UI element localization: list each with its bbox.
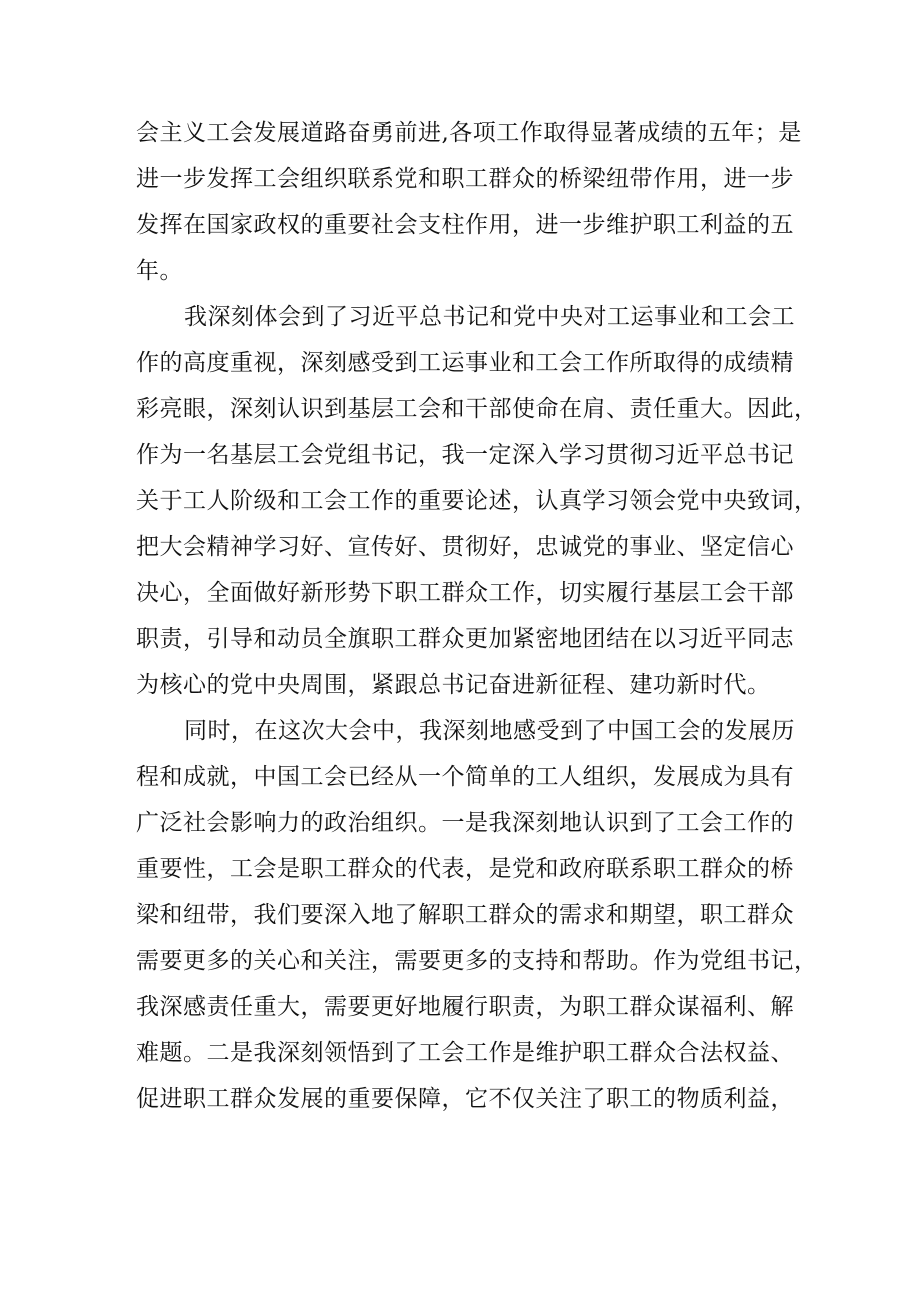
text-line: 我深感责任重大，需要更好地履行职责，为职工群众谋福利、解 bbox=[136, 994, 794, 1020]
text-line: 关于工人阶级和工会工作的重要论述，认真学习领会党中央致词， bbox=[136, 488, 818, 514]
text-line: 作的高度重视，深刻感受到工运事业和工会工作所取得的成绩精 bbox=[136, 350, 794, 376]
text-line: 促进职工群众发展的重要保障，它不仅关注了职工的物质利益， bbox=[136, 1086, 794, 1112]
text-line: 为核心的党中央周围，紧跟总书记奋进新征程、建功新时代。 bbox=[136, 672, 771, 698]
text-line: 程和成就，中国工会已经从一个简单的工人组织，发展成为具有 bbox=[136, 764, 794, 790]
text-line: 职责，引导和动员全旗职工群众更加紧密地团结在以习近平同志 bbox=[136, 626, 794, 652]
text-line: 重要性，工会是职工群众的代表，是党和政府联系职工群众的桥 bbox=[136, 856, 794, 882]
text-line: 难题。二是我深刻领悟到了工会工作是维护职工群众合法权益、 bbox=[136, 1040, 794, 1066]
text-line: 广泛社会影响力的政治组织。一是我深刻地认识到了工会工作的 bbox=[136, 810, 794, 836]
text-line: 发挥在国家政权的重要社会支柱作用，进一步维护职工利益的五 bbox=[136, 212, 794, 238]
text-line: 进一步发挥工会组织联系党和职工群众的桥梁纽带作用，进一步 bbox=[136, 166, 794, 192]
text-line: 我深刻体会到了习近平总书记和党中央对工运事业和工会工 bbox=[184, 304, 795, 330]
text-line: 把大会精神学习好、宣传好、贯彻好，忠诚党的事业、坚定信心 bbox=[136, 534, 794, 560]
text-line: 彩亮眼，深刻认识到基层工会和干部使命在肩、责任重大。因此， bbox=[136, 396, 818, 422]
text-line: 年。 bbox=[136, 258, 183, 284]
text-line: 需要更多的关心和关注，需要更多的支持和帮助。作为党组书记， bbox=[136, 948, 818, 974]
text-line: 同时，在这次大会中，我深刻地感受到了中国工会的发展历 bbox=[184, 718, 795, 744]
text-line: 会主义工会发展道路奋勇前进,各项工作取得显著成绩的五年；是 bbox=[136, 120, 802, 146]
text-line: 决心，全面做好新形势下职工群众工作，切实履行基层工会干部 bbox=[136, 580, 794, 606]
text-line: 作为一名基层工会党组书记，我一定深入学习贯彻习近平总书记 bbox=[136, 442, 794, 468]
document-body bbox=[136, 110, 818, 1122]
text-line: 梁和纽带，我们要深入地了解职工群众的需求和期望，职工群众 bbox=[136, 902, 794, 928]
